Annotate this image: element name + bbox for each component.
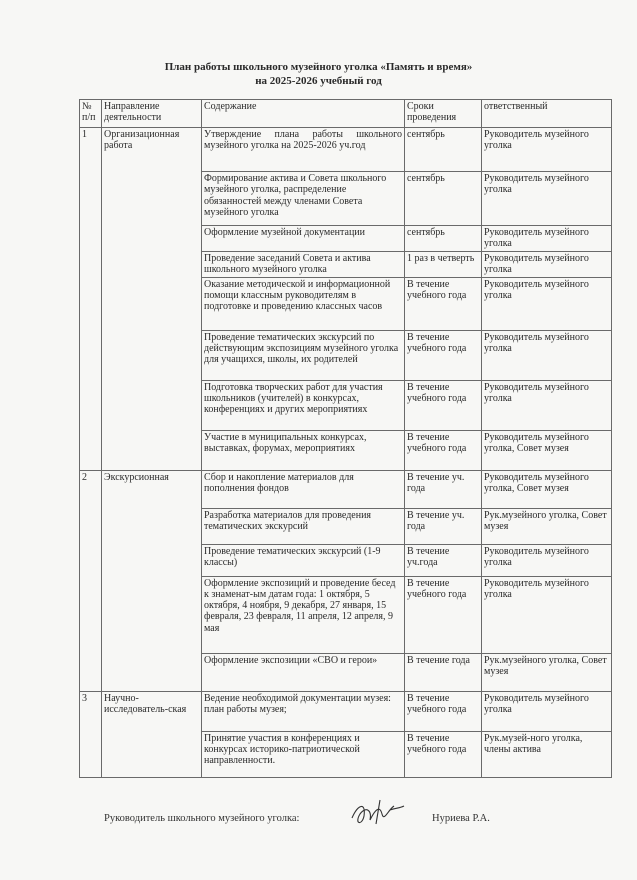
row-responsible: Руководитель музейного уголка xyxy=(482,380,612,430)
plan-subtitle: на 2025-2026 учебный год xyxy=(255,75,382,87)
row-direction: Организационная работа xyxy=(102,128,202,471)
row-term: В течение учебного года xyxy=(405,576,482,653)
row-content: Проведение тематических экскурсий по действующим экспозициям музейного уголка для учащихся, школы, их родителей xyxy=(202,330,405,380)
row-responsible: Рук.музейного уголка, Совет музея xyxy=(482,508,612,544)
row-responsible: Руководитель музейного уголка xyxy=(482,576,612,653)
row-content: Оформление экспозиции «СВО и герои» xyxy=(202,653,405,691)
row-responsible: Руководитель музейного уголка xyxy=(482,691,612,731)
row-term: В течение уч.года xyxy=(405,544,482,576)
plan-table xyxy=(79,99,612,778)
row-number: 3 xyxy=(80,691,102,777)
row-term: В течение уч. года xyxy=(405,508,482,544)
row-number: 1 xyxy=(80,128,102,471)
row-responsible: Руководитель музейного уголка xyxy=(482,544,612,576)
row-term: сентябрь xyxy=(405,172,482,226)
signature-icon xyxy=(346,796,406,830)
table-header-row xyxy=(80,100,612,128)
row-responsible: Рук.музей-ного уголка, члены актива xyxy=(482,731,612,777)
row-direction: Экскурсионная xyxy=(102,470,202,691)
row-responsible: Руководитель музейного уголка xyxy=(482,226,612,252)
header-content: Содержание xyxy=(202,100,405,128)
row-number: 2 xyxy=(80,470,102,691)
signer-name: Нуриева Р.А. xyxy=(432,813,490,824)
row-content: Сбор и накопление материалов для пополнения фондов xyxy=(202,470,405,508)
row-term: В течение учебного года xyxy=(405,731,482,777)
header-responsible: ответственный xyxy=(482,100,612,128)
header-number: № п/п xyxy=(80,100,102,128)
row-responsible: Руководитель музейного уголка xyxy=(482,277,612,330)
row-content: Участие в муниципальных конкурсах, выставках, форумах, мероприятиях xyxy=(202,430,405,470)
table-row xyxy=(80,470,612,508)
plan-title: План работы школьного музейного уголка «Память и время» xyxy=(164,61,473,73)
row-term: В течение учебного года xyxy=(405,277,482,330)
table-row xyxy=(80,691,612,731)
row-term: 1 раз в четверть xyxy=(405,251,482,277)
header-term: Сроки проведения xyxy=(405,100,482,128)
row-responsible: Рук.музейного уголка, Совет музея xyxy=(482,653,612,691)
row-responsible: Руководитель музейного уголка, Совет музея xyxy=(482,470,612,508)
row-content: Подготовка творческих работ для участия школьников (учителей) в конкурсах, конференциях и других мероприятиях xyxy=(202,380,405,430)
row-direction: Научно-исследователь-ская xyxy=(102,691,202,777)
row-responsible: Руководитель музейного уголка xyxy=(482,172,612,226)
row-content: Утверждение плана работы школьного музейного уголка на 2025-2026 уч.год xyxy=(202,128,405,172)
header-direction: Направление деятельности xyxy=(102,100,202,128)
row-content: Оформление музейной документации xyxy=(202,226,405,252)
signer-label: Руководитель школьного музейного уголка: xyxy=(104,813,300,824)
row-term: сентябрь xyxy=(405,128,482,172)
row-content: Ведение необходимой документации музея: план работы музея; xyxy=(202,691,405,731)
row-content: Оформление экспозиций и проведение бесед к знаменат-ым датам года: 1 октября, 5 октября, 4 ноября, 9 декабря, 27 января, 15 февраля, 23 февраля, 11 апреля, 12 апреля, 9 мая xyxy=(202,576,405,653)
row-term: В течение учебного года xyxy=(405,430,482,470)
table-row xyxy=(80,128,612,172)
row-term: сентябрь xyxy=(405,226,482,252)
row-term: В течение года xyxy=(405,653,482,691)
row-responsible: Руководитель музейного уголка, Совет музея xyxy=(482,430,612,470)
row-term: В течение учебного года xyxy=(405,330,482,380)
row-content: Проведение тематических экскурсий (1-9 классы) xyxy=(202,544,405,576)
row-term: В течение учебного года xyxy=(405,691,482,731)
row-responsible: Руководитель музейного уголка xyxy=(482,128,612,172)
row-content: Разработка материалов для проведения тематических экскурсий xyxy=(202,508,405,544)
row-responsible: Руководитель музейного уголка xyxy=(482,330,612,380)
row-term: В течение уч. года xyxy=(405,470,482,508)
row-content: Принятие участия в конференциях и конкурсах историко-патриотической направленности. xyxy=(202,731,405,777)
row-content: Оказание методической и информационной помощи классным руководителям в подготовке и проведению классных часов xyxy=(202,277,405,330)
row-responsible: Руководитель музейного уголка xyxy=(482,251,612,277)
row-content: Формирование актива и Совета школьного музейного уголка, распределение обязанностей между членами Совета музейного уголка xyxy=(202,172,405,226)
row-term: В течение учебного года xyxy=(405,380,482,430)
row-content: Проведение заседаний Совета и актива школьного музейного уголка xyxy=(202,251,405,277)
